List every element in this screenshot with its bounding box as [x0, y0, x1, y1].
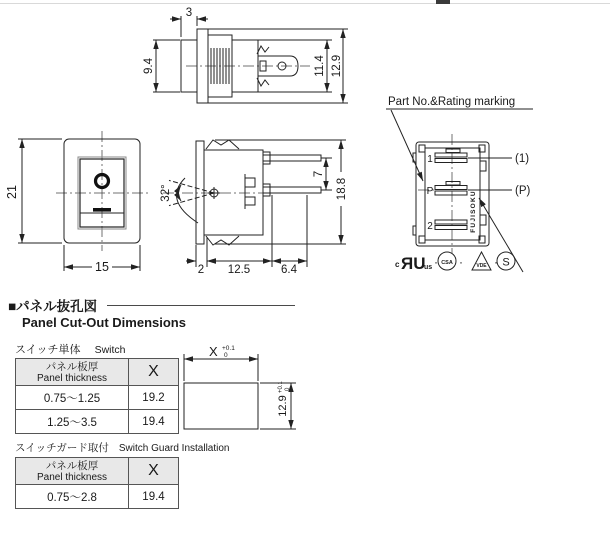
switch-label-en: Switch — [94, 344, 126, 356]
svg-text:6.4: 6.4 — [281, 264, 297, 276]
ul-recognized-icon: ЯU — [401, 254, 426, 273]
terminal-pin-1 — [263, 155, 321, 161]
dim-7 — [313, 158, 332, 190]
table-row: 0.75〜1.25 19.2 — [16, 386, 179, 410]
svg-text:3: 3 — [185, 7, 193, 19]
terminal-slots — [435, 149, 467, 230]
page-top-crop-mark — [436, 0, 450, 4]
svg-text:7: 7 — [313, 170, 325, 178]
side-view-drawing — [155, 128, 360, 280]
svg-text:+0.1: +0.1 — [222, 345, 235, 352]
terminal-label-2: 2 — [427, 221, 433, 232]
guard-label-jp: スイッチガード取付 — [15, 442, 109, 454]
svg-text:CSA: CSA — [441, 260, 453, 266]
col-x: X — [129, 458, 179, 485]
dim-9-4 — [143, 40, 180, 92]
col-x: X — [129, 359, 179, 386]
svg-text:12.5: 12.5 — [227, 264, 251, 276]
dim-21 — [5, 139, 62, 243]
top-view-drawing — [140, 4, 360, 114]
dim-18-8 — [215, 140, 348, 244]
on-symbol — [93, 208, 111, 212]
terminal-label-1: 1 — [427, 154, 433, 165]
table-row: 1.25〜3.5 19.4 — [16, 410, 179, 434]
brand-marking: FUJISOKU — [470, 190, 477, 233]
mounting-clip-top — [206, 140, 239, 149]
marking-leader — [391, 110, 423, 181]
table-row: 0.75〜2.8 19.4 — [16, 485, 179, 509]
svg-text:·: · — [459, 255, 463, 269]
rocker-swing-arc — [177, 178, 198, 223]
svg-text:15: 15 — [95, 260, 109, 274]
svg-text:18.8: 18.8 — [336, 177, 348, 201]
svg-text:12.9: 12.9 — [331, 54, 343, 78]
svg-text:·: · — [494, 255, 498, 269]
certification-marks — [395, 252, 515, 273]
cutout-drawing — [175, 338, 310, 443]
svg-text:12.9: 12.9 — [277, 395, 289, 417]
guard-table-label — [15, 440, 230, 455]
svg-text:11.4: 11.4 — [314, 55, 326, 77]
section-title-rule — [107, 305, 295, 306]
switch-table-label — [15, 341, 126, 357]
section-title-jp: ■パネル抜孔図 — [8, 299, 98, 314]
svg-text:21: 21 — [5, 185, 19, 199]
leader-label-1: (1) — [515, 153, 530, 165]
guard-thickness-table — [15, 457, 179, 509]
marking-callout-label: Part No.&Rating marking — [388, 96, 516, 108]
svg-text:0: 0 — [285, 387, 291, 391]
col-panel-thickness: パネル板厚 Panel thickness — [16, 359, 129, 386]
dim-x — [184, 344, 258, 381]
ul-c-prefix: c — [395, 260, 400, 269]
terminal-pin-2 — [263, 187, 321, 193]
svg-text:VDE: VDE — [476, 263, 487, 269]
rear-view-drawing — [375, 88, 610, 284]
dim-3 — [170, 7, 208, 37]
svg-text:+0.1: +0.1 — [278, 381, 284, 393]
section-title-en: Panel Cut-Out Dimensions — [22, 315, 186, 330]
front-view-drawing — [0, 128, 160, 280]
switch-thickness-table — [15, 358, 179, 434]
svg-text:0: 0 — [224, 352, 228, 359]
dim-12-9 — [260, 380, 296, 429]
svg-text:9.4: 9.4 — [143, 58, 155, 74]
rating-location-leader — [479, 198, 523, 272]
ul-us-suffix: us — [424, 264, 433, 271]
svg-text:2: 2 — [197, 264, 205, 276]
svg-text:X: X — [209, 344, 218, 359]
switch-label-jp: スイッチ単体 — [15, 344, 81, 356]
cutout-rect — [184, 383, 258, 429]
spring-clip-bottom — [257, 78, 269, 86]
terminal-leaders — [468, 153, 531, 272]
guard-label-en: Switch Guard Installation — [118, 443, 230, 454]
terminal-label-p: P — [426, 186, 434, 197]
svg-text:32°: 32° — [160, 184, 172, 202]
svg-text:S: S — [502, 256, 510, 269]
svg-text:·: · — [434, 255, 438, 269]
switch-body-side — [177, 140, 321, 245]
leader-label-p: (P) — [515, 185, 531, 197]
col-panel-thickness: パネル板厚 Panel thickness — [16, 458, 129, 485]
spring-clip-top — [257, 46, 269, 54]
